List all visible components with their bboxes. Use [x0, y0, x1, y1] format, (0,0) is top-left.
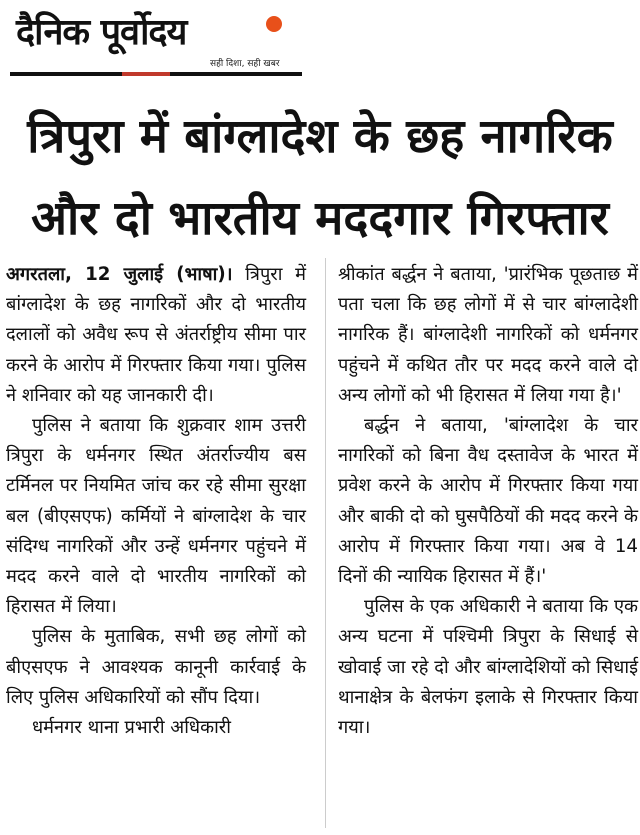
newspaper-name: दैनिक पूर्वोदय [16, 12, 187, 53]
dateline: अगरतला, 12 जुलाई (भाषा)। [6, 264, 233, 285]
tagline: सही दिशा, सही खबर [210, 59, 280, 69]
masthead [10, 6, 310, 72]
article-text: त्रिपुरा में बांग्लादेश के छह नागरिकों और दो भारतीय दलालों को अवैध रूप से अंतर्राष्ट्रीय सीमा पार करने के आरोप में गिरफ्तार किया गया। पुलिस ने शनिवार को यह जानकारी दी। [6, 264, 306, 406]
article-paragraph: धर्मनगर थाना प्रभारी अधिकारी [32, 717, 231, 739]
article-paragraph: पुलिस के एक अधिकारी ने बताया कि एक अन्य घटना में पश्चिमी त्रिपुरा के सिधाई से खोवाई जा रहे दो और बांग्लादेशियों को सिधाई थानाक्षेत्र के बेलफंग इलाके से गिरफ्तार किया गया। [338, 596, 638, 739]
article-paragraph: बर्द्धन ने बताया, 'बांग्लादेश के चार नागरिकों को बिना वैध दस्तावेज के भारत में प्रवेश करने के आरोप में गिरफ्तार किया गया और बाकी दो को घुसपैठियों की मदद करने के आरोप में गिरफ्तार किया गया। अब वे 14 दिनों की न्यायिक हिरासत में हैं।' [338, 415, 638, 588]
article-column-right [338, 260, 638, 743]
logo-dot-icon [266, 16, 282, 32]
column-divider [325, 258, 326, 828]
headline: त्रिपुरा में बांग्लादेश के छह नागरिक और दो भारतीय मददगार गिरफ्तार [27, 109, 613, 246]
article-paragraph: श्रीकांत बर्द्धन ने बताया, 'प्रारंभिक पूछताछ में पता चला कि छह लोगों में से चार बांग्लादेशी नागरिक हैं। बांग्लादेशी नागरिकों को धर्मनगर पहुंचने में कथित तौर पर मदद करने वाले दो अन्य लोगों को भी हिरासत में लिया गया है।' [338, 264, 638, 406]
article-column-left [6, 260, 306, 743]
article-paragraph: पुलिस ने बताया कि शुक्रवार शाम उत्तरी त्रिपुरा के धर्मनगर स्थित अंतर्राज्यीय बस टर्मिनल पर नियमित जांच कर रहे सीमा सुरक्षा बल (बीएसएफ) कर्मियों ने बांग्लादेश के चार संदिग्ध नागरिकों और उन्हें धर्मनगर पहुंचने में मदद करने वाले दो भारतीय नागरिकों को हिरासत में लिया। [6, 415, 306, 618]
article-paragraph [6, 260, 306, 411]
article-paragraph: पुलिस के मुताबिक, सभी छह लोगों को बीएसएफ ने आवश्यक कानूनी कार्रवाई के लिए पुलिस अधिकारियों को सौंप दिया। [6, 626, 306, 708]
masthead-rule-accent [122, 72, 170, 76]
